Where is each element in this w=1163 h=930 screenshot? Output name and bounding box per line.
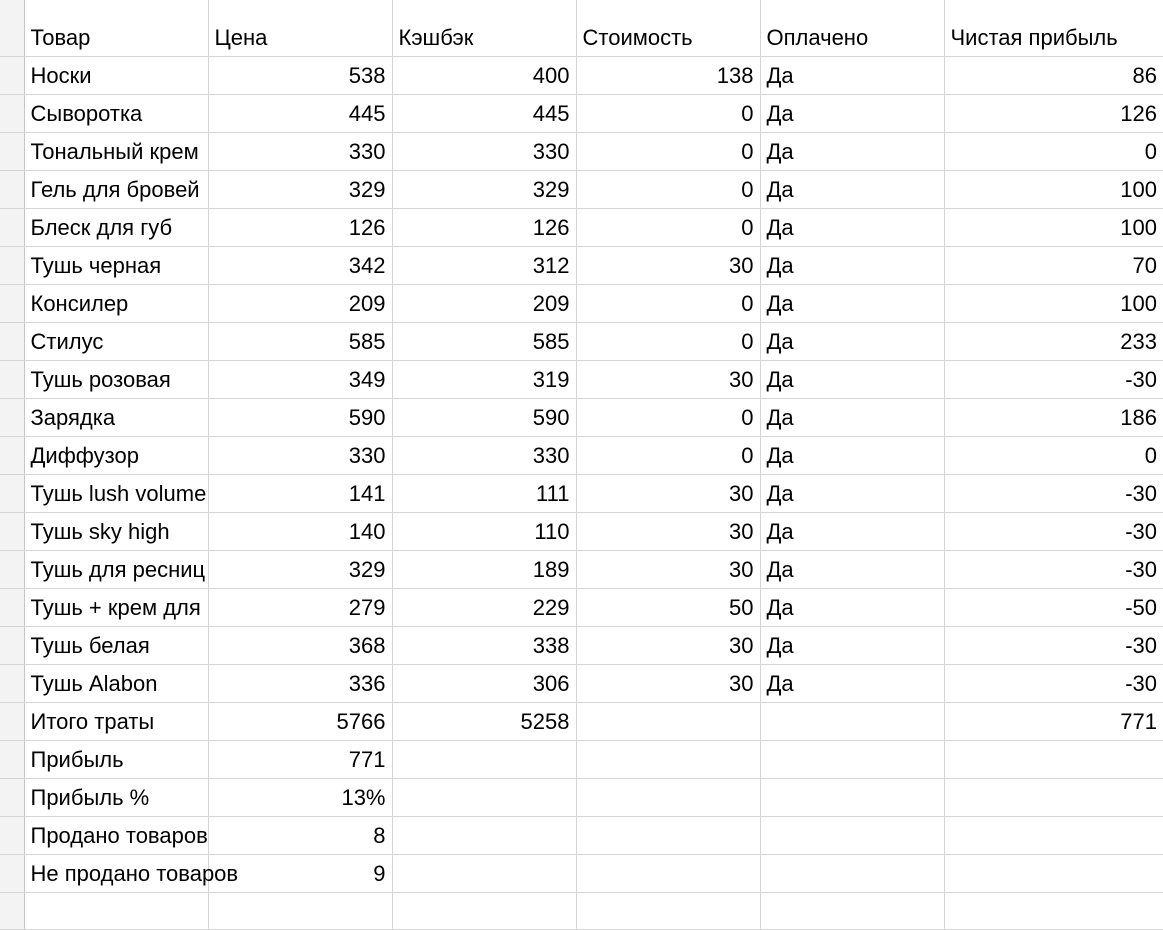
cell-cashback[interactable]: 189 [392,550,576,588]
cell-net-profit[interactable]: 233 [944,322,1163,360]
table-row [0,284,1163,322]
row-header[interactable] [0,208,24,246]
cell-net-profit[interactable] [944,740,1163,778]
cell-paid[interactable]: Да [760,588,944,626]
cell-price[interactable]: 368 [208,626,392,664]
cell-paid[interactable] [760,892,944,929]
cell-product[interactable]: Тушь для ресниц [24,550,208,588]
cell-cashback[interactable] [392,854,576,892]
cell-paid[interactable]: Да [760,512,944,550]
cell-cost[interactable] [576,854,760,892]
cell-price[interactable]: 585 [208,322,392,360]
cell-cost[interactable]: 30 [576,512,760,550]
cell-product[interactable]: Стилус [24,322,208,360]
cell-cost[interactable] [576,740,760,778]
cell-paid[interactable] [760,854,944,892]
cell-price[interactable]: 342 [208,246,392,284]
cell-product[interactable]: Тушь + крем для [24,588,208,626]
cell-product[interactable]: Тушь черная [24,246,208,284]
cell-price[interactable]: 8 [208,816,392,854]
row-header[interactable] [0,816,24,854]
cell-product[interactable]: Тушь белая [24,626,208,664]
cell-price[interactable]: 336 [208,664,392,702]
row-header[interactable] [0,892,24,929]
cell-cashback[interactable]: 312 [392,246,576,284]
table-row [0,322,1163,360]
cell-cashback[interactable]: 126 [392,208,576,246]
cell-cashback[interactable] [392,816,576,854]
cell-product[interactable]: Тональный крем [24,132,208,170]
cell-paid[interactable] [760,778,944,816]
row-header[interactable] [0,854,24,892]
column-header-price[interactable]: Цена [208,0,392,56]
cell-cost[interactable]: 30 [576,474,760,512]
cell-product[interactable]: Сыворотка [24,94,208,132]
row-header[interactable] [0,550,24,588]
row-header[interactable] [0,0,24,56]
cell-cashback[interactable] [392,778,576,816]
cell-cost[interactable]: 30 [576,360,760,398]
cell-price[interactable]: 140 [208,512,392,550]
cell-cost[interactable] [576,702,760,740]
cell-cashback[interactable] [392,892,576,929]
cell-price[interactable]: 329 [208,550,392,588]
cell-price[interactable]: 330 [208,436,392,474]
cell-price[interactable]: 126 [208,208,392,246]
cell-net-profit[interactable] [944,778,1163,816]
row-header[interactable] [0,170,24,208]
cell-net-profit[interactable]: 100 [944,208,1163,246]
cell-cost[interactable] [576,892,760,929]
cell-cashback[interactable]: 400 [392,56,576,94]
cell-product[interactable]: Не продано товаров [24,854,208,892]
cell-cost[interactable]: 0 [576,94,760,132]
row-header[interactable] [0,588,24,626]
row-header[interactable] [0,740,24,778]
table-row [0,664,1163,702]
column-header-paid[interactable]: Оплачено [760,0,944,56]
cell-net-profit[interactable] [944,816,1163,854]
cell-cost[interactable]: 30 [576,664,760,702]
cell-paid[interactable] [760,702,944,740]
cell-product[interactable]: Диффузор [24,436,208,474]
cell-cashback[interactable]: 590 [392,398,576,436]
cell-net-profit[interactable]: 186 [944,398,1163,436]
cell-cashback[interactable]: 229 [392,588,576,626]
cell-cost[interactable]: 0 [576,132,760,170]
cell-paid[interactable]: Да [760,322,944,360]
cell-cashback[interactable]: 319 [392,360,576,398]
cell-cashback[interactable]: 445 [392,94,576,132]
cell-price[interactable] [208,892,392,929]
cell-cashback[interactable]: 338 [392,626,576,664]
cell-cost[interactable]: 0 [576,398,760,436]
cell-net-profit[interactable]: -30 [944,550,1163,588]
cell-cost[interactable]: 30 [576,626,760,664]
cell-paid[interactable]: Да [760,246,944,284]
table-row [0,588,1163,626]
cell-cashback[interactable]: 330 [392,132,576,170]
table-row [0,740,1163,778]
cell-net-profit[interactable]: 0 [944,436,1163,474]
row-header[interactable] [0,94,24,132]
cell-cashback[interactable]: 329 [392,170,576,208]
table-row [0,56,1163,94]
column-header-product[interactable]: Товар [24,0,208,56]
cell-price[interactable]: 141 [208,474,392,512]
cell-cost[interactable] [576,778,760,816]
cell-price[interactable]: 590 [208,398,392,436]
cell-cashback[interactable]: 5258 [392,702,576,740]
cell-paid[interactable]: Да [760,398,944,436]
table-row [0,436,1163,474]
cell-price[interactable]: 538 [208,56,392,94]
cell-cost[interactable]: 30 [576,246,760,284]
cell-cost[interactable]: 0 [576,322,760,360]
cell-paid[interactable]: Да [760,208,944,246]
cell-product[interactable]: Тушь Alabon [24,664,208,702]
cell-paid[interactable]: Да [760,626,944,664]
table-row [0,208,1163,246]
cell-product[interactable]: Тушь розовая [24,360,208,398]
cell-paid[interactable]: Да [760,94,944,132]
row-header[interactable] [0,284,24,322]
cell-price[interactable]: 209 [208,284,392,322]
cell-net-profit[interactable]: 70 [944,246,1163,284]
cell-paid[interactable]: Да [760,132,944,170]
table-row [0,778,1163,816]
cell-price[interactable]: 329 [208,170,392,208]
table-row [0,626,1163,664]
cell-cashback[interactable]: 330 [392,436,576,474]
table-row [0,892,1163,929]
cell-paid[interactable] [760,740,944,778]
cell-cost[interactable]: 138 [576,56,760,94]
cell-product[interactable] [24,892,208,929]
cell-product[interactable]: Прибыль % [24,778,208,816]
cell-cost[interactable]: 50 [576,588,760,626]
cell-paid[interactable]: Да [760,56,944,94]
cell-cost[interactable]: 0 [576,208,760,246]
cell-cost[interactable]: 0 [576,284,760,322]
row-header[interactable] [0,512,24,550]
column-header-cost[interactable]: Стоимость [576,0,760,56]
cell-net-profit[interactable]: -30 [944,626,1163,664]
cell-net-profit[interactable]: -50 [944,588,1163,626]
cell-product[interactable]: Продано товаров [24,816,208,854]
cell-price[interactable]: 445 [208,94,392,132]
cell-cost[interactable]: 0 [576,170,760,208]
cell-paid[interactable]: Да [760,550,944,588]
cell-net-profit[interactable] [944,854,1163,892]
row-header[interactable] [0,56,24,94]
header-row [0,0,1163,56]
row-header[interactable] [0,246,24,284]
table-row [0,512,1163,550]
column-header-cashback[interactable]: Кэшбэк [392,0,576,56]
cell-paid[interactable]: Да [760,284,944,322]
cell-net-profit[interactable]: 771 [944,702,1163,740]
table-row [0,360,1163,398]
row-header[interactable] [0,132,24,170]
cell-price[interactable]: 349 [208,360,392,398]
cell-product[interactable]: Тушь lush volume [24,474,208,512]
cell-net-profit[interactable]: 100 [944,284,1163,322]
cell-paid[interactable] [760,816,944,854]
row-header[interactable] [0,664,24,702]
cell-cashback[interactable]: 111 [392,474,576,512]
row-header[interactable] [0,360,24,398]
cell-net-profit[interactable]: -30 [944,512,1163,550]
table-row [0,246,1163,284]
cell-net-profit[interactable] [944,892,1163,929]
cell-price[interactable]: 330 [208,132,392,170]
cell-product[interactable]: Тушь sky high [24,512,208,550]
row-header[interactable] [0,436,24,474]
cell-cashback[interactable] [392,740,576,778]
table-row [0,398,1163,436]
cell-product[interactable]: Носки [24,56,208,94]
cell-net-profit[interactable]: -30 [944,474,1163,512]
cell-paid[interactable]: Да [760,360,944,398]
cell-net-profit[interactable]: 126 [944,94,1163,132]
table-row [0,702,1163,740]
cell-price[interactable]: 9 [208,854,392,892]
cell-paid[interactable]: Да [760,170,944,208]
cell-product[interactable]: Прибыль [24,740,208,778]
cell-product[interactable]: Гель для бровей [24,170,208,208]
cell-cashback[interactable]: 306 [392,664,576,702]
cell-net-profit[interactable]: 100 [944,170,1163,208]
cell-cost[interactable] [576,816,760,854]
cell-cost[interactable]: 0 [576,436,760,474]
cell-price[interactable]: 771 [208,740,392,778]
row-header[interactable] [0,474,24,512]
row-header[interactable] [0,398,24,436]
table-row [0,474,1163,512]
table-row [0,816,1163,854]
cell-product[interactable]: Консилер [24,284,208,322]
row-header[interactable] [0,626,24,664]
table-row [0,132,1163,170]
cell-cost[interactable]: 30 [576,550,760,588]
cell-cashback[interactable]: 209 [392,284,576,322]
cell-product[interactable]: Итого траты [24,702,208,740]
column-header-net-profit[interactable]: Чистая прибыль [944,0,1163,56]
cell-net-profit[interactable]: -30 [944,664,1163,702]
table-row [0,550,1163,588]
cell-paid[interactable]: Да [760,664,944,702]
cell-cashback[interactable]: 110 [392,512,576,550]
cell-paid[interactable]: Да [760,474,944,512]
row-header[interactable] [0,702,24,740]
row-header[interactable] [0,778,24,816]
cell-price[interactable]: 13% [208,778,392,816]
cell-price[interactable]: 5766 [208,702,392,740]
cell-cashback[interactable]: 585 [392,322,576,360]
cell-product[interactable]: Блеск для губ [24,208,208,246]
cell-net-profit[interactable]: -30 [944,360,1163,398]
table-row [0,170,1163,208]
cell-net-profit[interactable]: 86 [944,56,1163,94]
cell-net-profit[interactable]: 0 [944,132,1163,170]
row-header[interactable] [0,322,24,360]
cell-paid[interactable]: Да [760,436,944,474]
cell-price[interactable]: 279 [208,588,392,626]
table-row [0,854,1163,892]
cell-product[interactable]: Зарядка [24,398,208,436]
table-row [0,94,1163,132]
